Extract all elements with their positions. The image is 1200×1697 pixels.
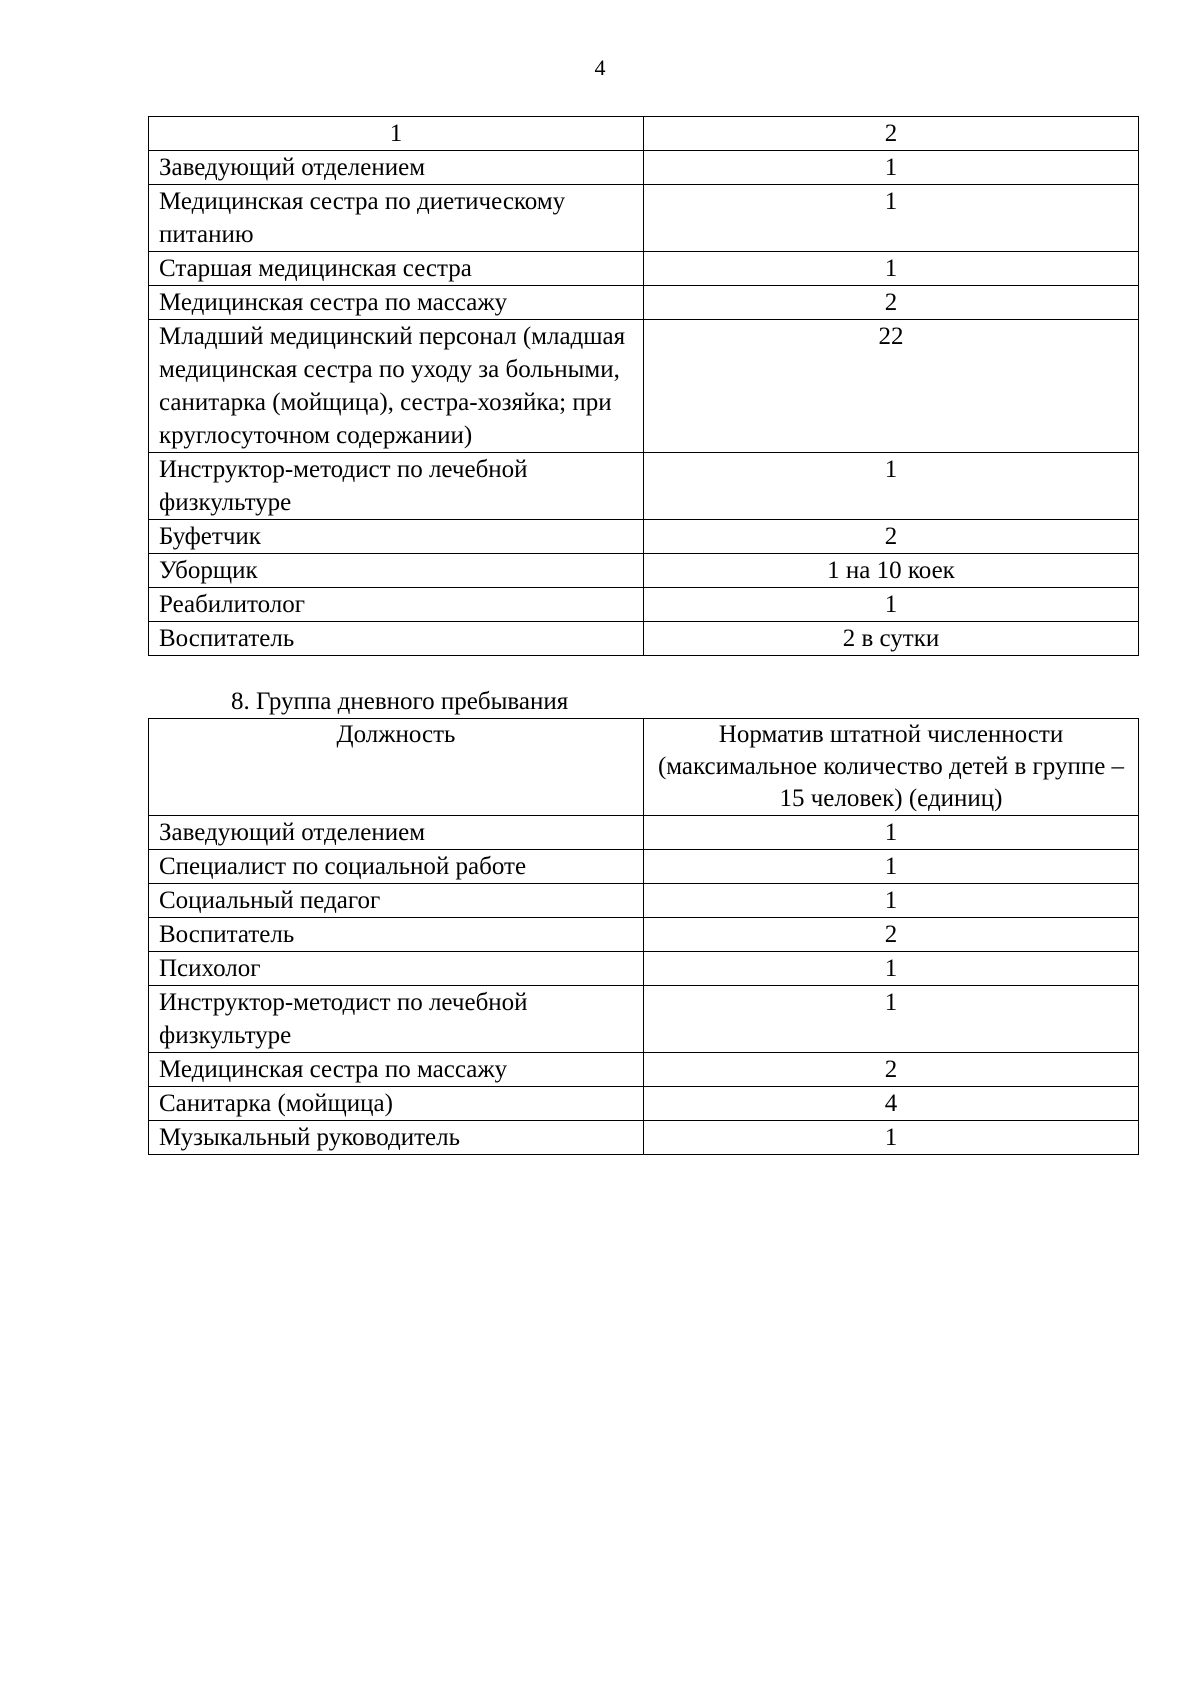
table-row (149, 320, 1139, 453)
count-cell: 2 (644, 1053, 1139, 1087)
page-number: 4 (594, 55, 606, 80)
count-cell: 22 (644, 320, 1139, 453)
position-cell: Социальный педагог (149, 884, 644, 918)
table-row (149, 850, 1139, 884)
count-cell: 1 (644, 816, 1139, 850)
table-row (149, 952, 1139, 986)
table-row (149, 1053, 1139, 1087)
table-row (149, 986, 1139, 1053)
position-cell: Санитарка (мойщица) (149, 1087, 644, 1121)
position-cell: Младший медицинский персонал (младшая медицинская сестра по уходу за больными, санитарка (мойщица), сестра-хозяйка; при круглосуточном содержании) (149, 320, 644, 453)
count-cell: 4 (644, 1087, 1139, 1121)
table-header-row (149, 117, 1139, 151)
count-cell: 1 (644, 850, 1139, 884)
table-row (149, 453, 1139, 520)
position-cell: Воспитатель (149, 622, 644, 656)
position-cell: Воспитатель (149, 918, 644, 952)
column-header-count: Норматив штатной численности (максимальное количество детей в группе – 15 человек) (единиц) (644, 719, 1139, 816)
position-cell: Психолог (149, 952, 644, 986)
position-cell: Медицинская сестра по массажу (149, 286, 644, 320)
table-row (149, 151, 1139, 185)
table-row (149, 884, 1139, 918)
staffing-table-continued (148, 116, 1139, 656)
table-row (149, 520, 1139, 554)
table-row (149, 286, 1139, 320)
position-cell: Старшая медицинская сестра (149, 252, 644, 286)
section-title: 8. Группа дневного пребывания (231, 688, 569, 715)
table-row (149, 554, 1139, 588)
count-cell: 2 в сутки (644, 622, 1139, 656)
table-row (149, 1121, 1139, 1155)
count-cell: 1 на 10 коек (644, 554, 1139, 588)
position-cell: Медицинская сестра по диетическому питанию (149, 185, 644, 252)
position-cell: Заведующий отделением (149, 151, 644, 185)
count-cell: 2 (644, 520, 1139, 554)
position-cell: Реабилитолог (149, 588, 644, 622)
count-cell: 1 (644, 185, 1139, 252)
column-header-position: Должность (149, 719, 644, 816)
count-cell: 1 (644, 884, 1139, 918)
position-cell: Уборщик (149, 554, 644, 588)
table-row (149, 622, 1139, 656)
table-row (149, 588, 1139, 622)
position-cell: Буфетчик (149, 520, 644, 554)
column-number-1: 1 (149, 117, 644, 151)
table-row (149, 816, 1139, 850)
count-cell: 2 (644, 918, 1139, 952)
count-cell: 1 (644, 151, 1139, 185)
position-cell: Музыкальный руководитель (149, 1121, 644, 1155)
column-number-2: 2 (644, 117, 1139, 151)
position-cell: Специалист по социальной работе (149, 850, 644, 884)
count-cell: 1 (644, 986, 1139, 1053)
day-care-staffing-table (148, 718, 1139, 1155)
table-row (149, 185, 1139, 252)
table-row (149, 252, 1139, 286)
count-cell: 1 (644, 588, 1139, 622)
position-cell: Инструктор-методист по лечебной физкультуре (149, 453, 644, 520)
count-cell: 1 (644, 252, 1139, 286)
position-cell: Медицинская сестра по массажу (149, 1053, 644, 1087)
count-cell: 1 (644, 1121, 1139, 1155)
table-row (149, 1087, 1139, 1121)
table-header-row (149, 719, 1139, 816)
table-row (149, 918, 1139, 952)
position-cell: Инструктор-методист по лечебной физкультуре (149, 986, 644, 1053)
count-cell: 1 (644, 952, 1139, 986)
count-cell: 1 (644, 453, 1139, 520)
count-cell: 2 (644, 286, 1139, 320)
position-cell: Заведующий отделением (149, 816, 644, 850)
